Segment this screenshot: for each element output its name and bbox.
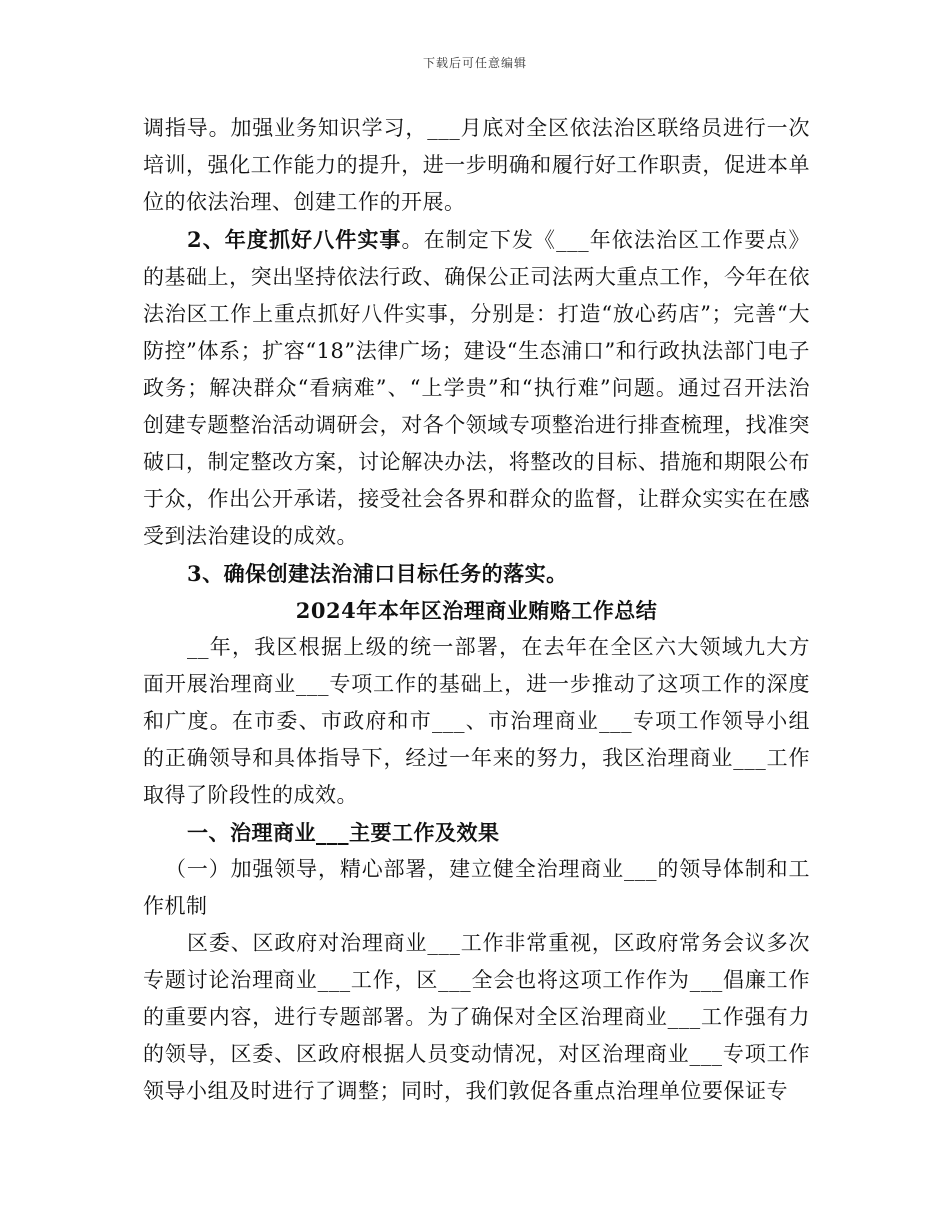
- page-header: 下载后可任意编辑: [422, 56, 527, 70]
- paragraph-eight-tasks-lead: 2、年度抓好八件实事: [187, 227, 402, 252]
- section-heading-main-work: 一、治理商业___主要工作及效果: [187, 820, 500, 845]
- paragraph-summary-intro: __年，我区根据上级的统一部署，在去年在全区六大领域九大方面开展治理商业___专项工作的基础上，进一步推动了这项工作的深度和广度。在市委、市政府和市___、市治理商业___专项工作领导小组的正确领导和具体指导下，经过一年来的努力，我区治理商业___工作取得了阶段性的成效。: [143, 635, 810, 807]
- document-title: 2024年本年区治理商业贿赂工作总结: [295, 598, 658, 623]
- paragraph-leadership-detail: 区委、区政府对治理商业___工作非常重视，区政府常务会议多次专题讨论治理商业___工作，区___全会也将这项工作作为___倡廉工作的重要内容，进行专题部署。为了确保对全区治理商业___工作强有力的领导，区委、区政府根据人员变动情况，对区治理商业___专项工作领导小组及时进行了调整；同时，我们敦促各重点治理单位要保证专: [143, 931, 810, 1103]
- paragraph-goal-implementation: 3、确保创建法治浦口目标任务的落实。: [187, 561, 568, 586]
- paragraph-eight-tasks-body: 。在制定下发《___年依法治区工作要点》的基础上，突出坚持依法行政、确保公正司法两大重点工作，今年在依法治区工作上重点抓好八件实事，分别是：打造“放心药店”；完善“大防控”体系；扩容“18”法律广场；建设“生态浦口”和行政执法部门电子政务；解决群众“看病难”、“上学贵”和“执行难”问题。通过召开法治创建专题整治活动调研会，对各个领域专项整治进行排查梳理，找准突破口，制定整改方案，讨论解决办法，将整改的目标、措施和期限公布于众，作出公开承诺，接受社会各界和群众的监督，让群众实实在在感受到法治建设的成效。: [143, 228, 810, 548]
- paragraph-training: 调指导。加强业务知识学习，___月底对全区依法治区联络员进行一次培训，强化工作能力的提升，进一步明确和履行好工作职责，促进本单位的依法治理、创建工作的开展。: [143, 116, 810, 214]
- paragraph-eight-tasks: [143, 221, 810, 555]
- document-body: [143, 110, 810, 1110]
- subsection-heading-leadership: （一）加强领导，精心部署，建立健全治理商业___的领导体制和工作机制: [143, 857, 810, 918]
